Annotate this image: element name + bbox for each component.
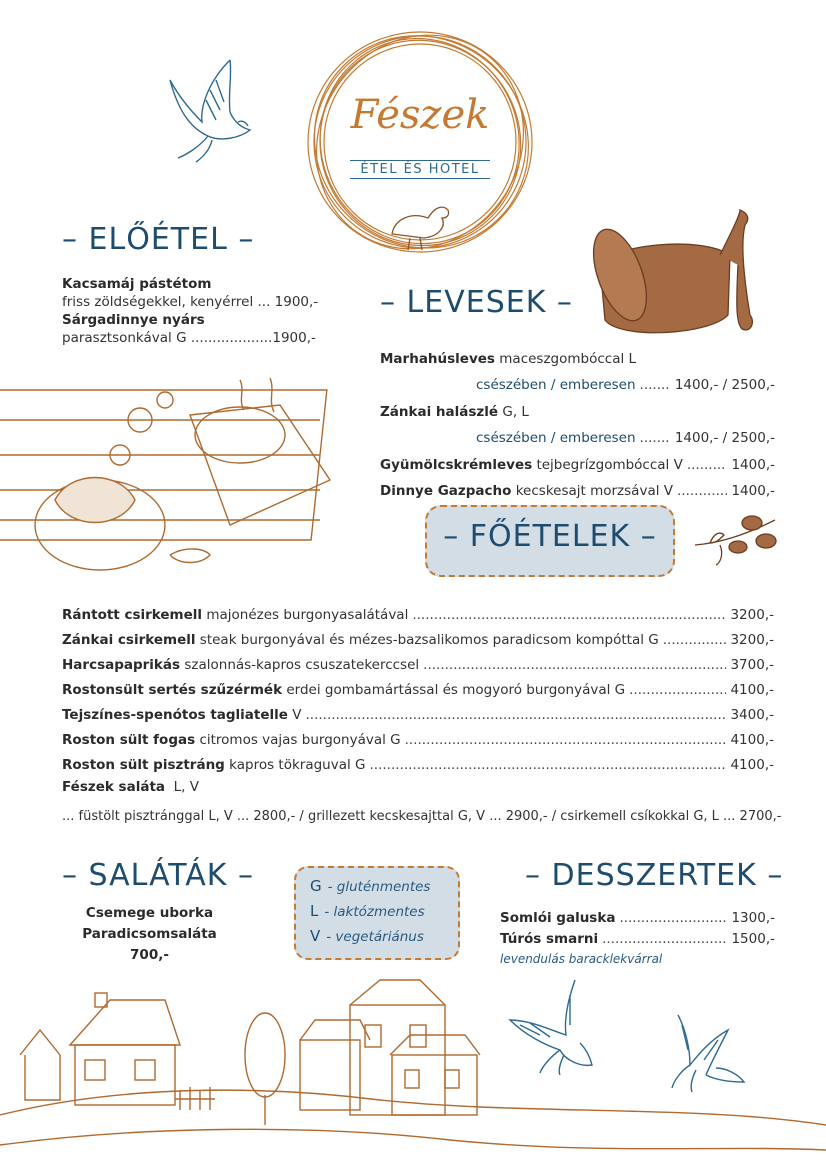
list-item: Harcsapaprikás szalonnás-kapros csuszatekerccsel ..... 3700,-: [62, 656, 774, 674]
pot-icon: [580, 205, 760, 345]
list-item: csészében / emberesen ..... 1400,- / 2500,-: [380, 376, 775, 394]
foetelek-list: [62, 606, 782, 826]
list-item: 700,-: [130, 947, 169, 963]
legend-item: V - vegetáriánus: [310, 927, 424, 945]
eloetel-list: [62, 275, 318, 347]
list-item: Marhahúsleves maceszgombóccal L: [380, 351, 637, 367]
desszertek-title: – DESSZERTEK –: [525, 858, 784, 893]
levesek-title: – LEVESEK –: [380, 285, 573, 320]
legend-box: [294, 866, 460, 960]
list-item: Tejszínes-spenótos tagliatelle V ..... 3400,-: [62, 706, 774, 724]
eloetel-item-desc: friss zöldségekkel, kenyérrel ... 1900,-: [62, 294, 319, 310]
salad-options: ... füstölt pisztránggal L, V ... 2800,- / grillezett kecskesajttal G, V ... 2900,- / csirkemell csíkokkal G, L ... 2700,-: [62, 809, 782, 824]
list-item: Somlói galuska ..... 1300,-: [500, 909, 775, 927]
logo-name: Fészek: [350, 92, 490, 138]
list-item: Zánkai csirkemell steak burgonyával és mézes-bazsalikomos paradicsom kompóttal G ..... 3200,-: [62, 631, 774, 649]
list-item: Paradicsomsaláta: [82, 926, 217, 942]
list-item: Zánkai halászlé G, L: [380, 404, 529, 420]
list-item: Rostonsült sertés szűzérmék erdei gombamártással és mogyoró burgonyával G ..... 4100,-: [62, 681, 774, 699]
eloetel-title: – ELŐÉTEL –: [62, 222, 255, 257]
swallow-icon: [150, 50, 260, 165]
foetelek-banner: [425, 505, 675, 577]
list-item: Dinnye Gazpacho kecskesajt morzsával V ..... 1400,-: [380, 482, 775, 500]
salatak-title: – SALÁTÁK –: [62, 858, 255, 893]
village-illustration: [0, 975, 826, 1169]
desszertek-list: [500, 909, 775, 968]
list-item: Csemege uborka: [85, 905, 214, 921]
list-item: Roston sült fogas citromos vajas burgonyával G ..... 4100,-: [62, 731, 774, 749]
eloetel-item-name: Sárgadinnye nyárs: [62, 312, 205, 328]
levesek-list: [380, 350, 775, 500]
list-item: Gyümölcskrémleves tejbegrízgombóccal V ..... 1400,-: [380, 456, 775, 474]
nest-ring-icon: [300, 22, 540, 262]
legend-item: L - laktózmentes: [310, 902, 425, 920]
legend-item: G - gluténmentes: [310, 877, 431, 895]
olive-branch-icon: [690, 505, 780, 575]
logo-subtitle: ÉTEL ÉS HOTEL: [350, 160, 490, 179]
list-item: Túrós smarni ..... 1500,-: [500, 930, 775, 948]
eloetel-item-desc: parasztsonkával G ...................1900,-: [62, 330, 316, 346]
list-item: csészében / emberesen ..... 1400,- / 2500,-: [380, 429, 775, 447]
list-item: Rántott csirkemell majonézes burgonyasalátával ..... 3200,-: [62, 606, 774, 624]
foetelek-title: – FŐÉTELEK –: [443, 519, 657, 554]
food-board-illustration: [0, 360, 360, 590]
eloetel-item-name: Kacsamáj pástétom: [62, 276, 212, 292]
logo: [300, 22, 540, 262]
dessert-note: levendulás baracklekvárral: [500, 952, 663, 966]
list-item: Roston sült pisztráng kapros tökraguval G ..... 4100,-: [62, 756, 774, 774]
list-item: Fészek saláta L, V: [62, 779, 199, 795]
salatak-list: [62, 903, 237, 966]
